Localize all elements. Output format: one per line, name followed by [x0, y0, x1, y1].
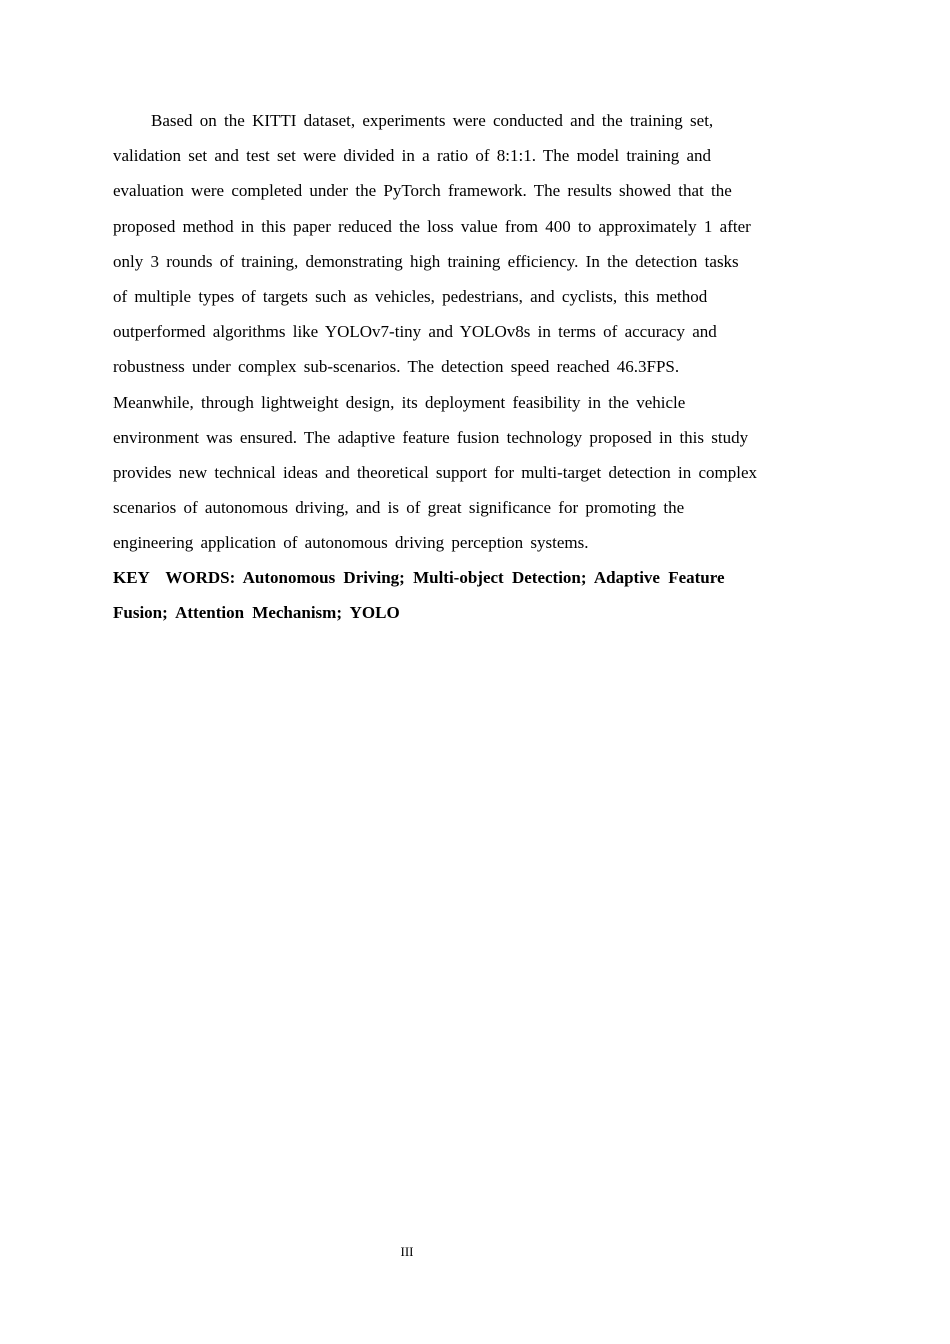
- page-number: III: [400, 1244, 414, 1259]
- abstract-line: outperformed algorithms like YOLOv7-tiny and YOLOv8s in terms of accuracy and: [113, 322, 717, 342]
- abstract-line: Based on the KITTI dataset, experiments were conducted and the training set,: [151, 111, 714, 130]
- abstract-paragraph: [113, 103, 858, 561]
- abstract-line: evaluation were completed under the PyTorch framework. The results showed that the: [113, 181, 732, 201]
- abstract-line: of multiple types of targets such as vehicles, pedestrians, and cyclists, this method: [113, 287, 708, 307]
- abstract-line: environment was ensured. The adaptive feature fusion technology proposed in this study: [113, 427, 749, 447]
- abstract-line: robustness under complex sub-scenarios. The detection speed reached 46.3FPS.: [113, 357, 680, 377]
- keywords-line: KEY WORDS: Autonomous Driving; Multi-object Detection; Adaptive Feature: [113, 568, 725, 587]
- keywords-line: Fusion; Attention Mechanism; YOLO: [113, 603, 400, 623]
- abstract-line: scenarios of autonomous driving, and is of great significance for promoting the: [113, 498, 685, 518]
- abstract-line: only 3 rounds of training, demonstrating high training efficiency. In the detection tasks: [113, 251, 739, 271]
- abstract-line: Meanwhile, through lightweight design, its deployment feasibility in the vehicle: [113, 392, 686, 412]
- abstract-line: engineering application of autonomous driving perception systems.: [113, 533, 589, 553]
- abstract-line: validation set and test set were divided in a ratio of 8:1:1. The model training and: [113, 146, 711, 166]
- abstract-line: provides new technical ideas and theoretical support for multi-target detection in complex: [113, 463, 758, 483]
- keywords-block: [113, 560, 858, 630]
- abstract-line: proposed method in this paper reduced the loss value from 400 to approximately 1 after: [113, 216, 751, 236]
